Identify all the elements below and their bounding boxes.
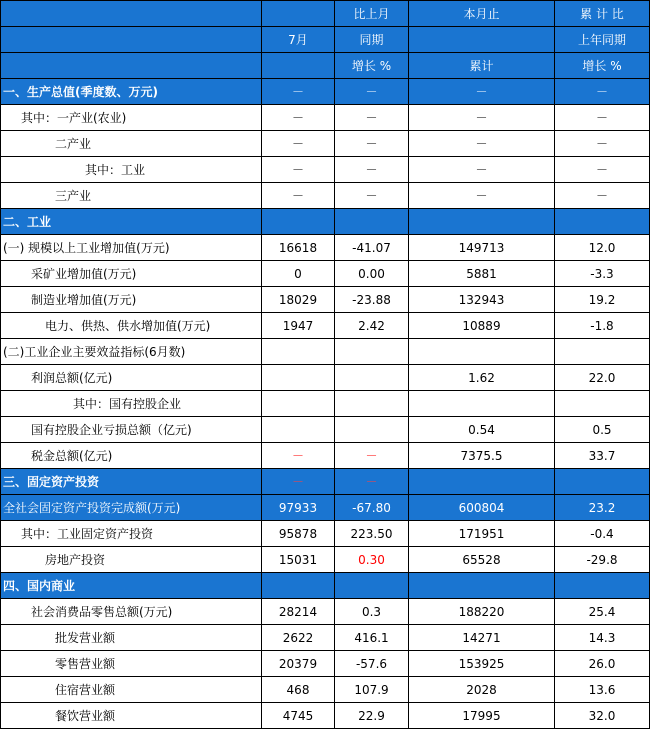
table-row	[1, 313, 650, 339]
value-cell	[409, 391, 555, 417]
value-cell: －	[555, 105, 650, 131]
value-cell: -57.6	[335, 651, 409, 677]
section-row	[1, 79, 650, 105]
header-row-2	[1, 27, 650, 53]
value-cell: －	[335, 105, 409, 131]
value-cell	[555, 391, 650, 417]
header-cell: 增长 %	[335, 53, 409, 79]
value-cell: 2622	[262, 625, 335, 651]
section-title: 一、生产总值(季度数、万元)	[1, 79, 262, 105]
value-cell: －	[262, 79, 335, 105]
row-label: 房地产投资	[1, 547, 262, 573]
header-cell: 比上月	[335, 1, 409, 27]
value-cell: 22.9	[335, 703, 409, 729]
table-row	[1, 417, 650, 443]
value-cell: 223.50	[335, 521, 409, 547]
value-cell: -0.4	[555, 521, 650, 547]
row-label: 利润总额(亿元)	[1, 365, 262, 391]
value-cell: －	[409, 105, 555, 131]
value-cell: 416.1	[335, 625, 409, 651]
table-row	[1, 599, 650, 625]
row-label: 批发营业额	[1, 625, 262, 651]
row-label: 其中：工业	[1, 157, 262, 183]
value-cell: －	[262, 443, 335, 469]
value-cell: －	[262, 131, 335, 157]
value-cell: －	[335, 79, 409, 105]
table-row	[1, 521, 650, 547]
value-cell: 22.0	[555, 365, 650, 391]
value-cell	[555, 573, 650, 599]
value-cell: －	[335, 443, 409, 469]
row-label: 税金总额(亿元)	[1, 443, 262, 469]
section-title: 三、固定资产投资	[1, 469, 262, 495]
table-row	[1, 703, 650, 729]
row-label: (二)工业企业主要效益指标(6月数)	[1, 339, 262, 365]
value-cell	[555, 469, 650, 495]
header-cell: 累 计 比	[555, 1, 650, 27]
value-cell: 5881	[409, 261, 555, 287]
value-cell	[262, 573, 335, 599]
value-cell: －	[555, 157, 650, 183]
row-label: 三产业	[1, 183, 262, 209]
value-cell: 32.0	[555, 703, 650, 729]
value-cell: 14271	[409, 625, 555, 651]
table-row	[1, 625, 650, 651]
value-cell: －	[335, 469, 409, 495]
value-cell: 171951	[409, 521, 555, 547]
table-row	[1, 339, 650, 365]
header-cell	[262, 1, 335, 27]
value-cell: 0.5	[555, 417, 650, 443]
value-cell	[409, 209, 555, 235]
table-row	[1, 547, 650, 573]
value-cell: 0.3	[335, 599, 409, 625]
table-row	[1, 261, 650, 287]
value-cell: 28214	[262, 599, 335, 625]
table-row	[1, 131, 650, 157]
value-cell	[262, 339, 335, 365]
value-cell: －	[409, 157, 555, 183]
value-cell: －	[409, 131, 555, 157]
value-cell: 2028	[409, 677, 555, 703]
row-label: 全社会固定资产投资完成额(万元)	[1, 495, 262, 521]
value-cell: －	[262, 469, 335, 495]
value-cell	[409, 339, 555, 365]
header-row-3	[1, 53, 650, 79]
value-cell: 0	[262, 261, 335, 287]
row-label: 制造业增加值(万元)	[1, 287, 262, 313]
value-cell: 19.2	[555, 287, 650, 313]
value-cell: 2.42	[335, 313, 409, 339]
header-row-1	[1, 1, 650, 27]
table-row	[1, 443, 650, 469]
header-cell	[1, 53, 262, 79]
table-row	[1, 677, 650, 703]
table-row	[1, 157, 650, 183]
value-cell: 132943	[409, 287, 555, 313]
value-cell: -41.07	[335, 235, 409, 261]
value-cell	[335, 391, 409, 417]
value-cell: 153925	[409, 651, 555, 677]
value-cell: 15031	[262, 547, 335, 573]
row-label: 电力、供热、供水增加值(万元)	[1, 313, 262, 339]
value-cell: －	[409, 183, 555, 209]
row-label: 国有控股企业亏损总额（亿元)	[1, 417, 262, 443]
value-cell	[262, 209, 335, 235]
value-cell: 468	[262, 677, 335, 703]
value-cell: 13.6	[555, 677, 650, 703]
row-label: (一) 规模以上工业增加值(万元)	[1, 235, 262, 261]
value-cell: 188220	[409, 599, 555, 625]
table-row	[1, 365, 650, 391]
value-cell: 4745	[262, 703, 335, 729]
value-cell: －	[335, 131, 409, 157]
table-row	[1, 495, 650, 521]
value-cell: －	[409, 79, 555, 105]
row-label: 二产业	[1, 131, 262, 157]
header-cell	[262, 53, 335, 79]
value-cell: 97933	[262, 495, 335, 521]
table-row	[1, 235, 650, 261]
value-cell: 600804	[409, 495, 555, 521]
value-cell: 0.30	[335, 547, 409, 573]
header-cell: 增长 %	[555, 53, 650, 79]
row-label: 住宿营业额	[1, 677, 262, 703]
value-cell: 0.54	[409, 417, 555, 443]
value-cell: －	[555, 131, 650, 157]
value-cell: －	[262, 105, 335, 131]
value-cell: 95878	[262, 521, 335, 547]
header-cell: 上年同期	[555, 27, 650, 53]
row-label: 餐饮营业额	[1, 703, 262, 729]
section-title: 二、工业	[1, 209, 262, 235]
value-cell: －	[262, 157, 335, 183]
value-cell	[335, 209, 409, 235]
header-cell: 累计	[409, 53, 555, 79]
value-cell: 12.0	[555, 235, 650, 261]
header-cell: 7月	[262, 27, 335, 53]
value-cell: -29.8	[555, 547, 650, 573]
table-row	[1, 287, 650, 313]
value-cell	[335, 365, 409, 391]
table-row	[1, 391, 650, 417]
row-label: 其中：一产业(农业)	[1, 105, 262, 131]
value-cell	[262, 417, 335, 443]
value-cell: 149713	[409, 235, 555, 261]
value-cell: －	[335, 183, 409, 209]
value-cell: －	[335, 157, 409, 183]
value-cell: 14.3	[555, 625, 650, 651]
value-cell	[409, 573, 555, 599]
value-cell: 7375.5	[409, 443, 555, 469]
header-cell	[1, 1, 262, 27]
section-row	[1, 469, 650, 495]
value-cell: 20379	[262, 651, 335, 677]
value-cell: 107.9	[335, 677, 409, 703]
value-cell: 10889	[409, 313, 555, 339]
table-row	[1, 105, 650, 131]
row-label: 社会消费品零售总额(万元)	[1, 599, 262, 625]
header-cell	[409, 27, 555, 53]
value-cell: －	[555, 183, 650, 209]
header-cell: 同期	[335, 27, 409, 53]
value-cell	[555, 339, 650, 365]
value-cell: -23.88	[335, 287, 409, 313]
row-label: 零售营业额	[1, 651, 262, 677]
value-cell	[262, 391, 335, 417]
value-cell: －	[262, 183, 335, 209]
header-cell	[1, 27, 262, 53]
value-cell	[335, 417, 409, 443]
value-cell: 18029	[262, 287, 335, 313]
value-cell	[262, 365, 335, 391]
value-cell: 16618	[262, 235, 335, 261]
value-cell: 17995	[409, 703, 555, 729]
value-cell: 33.7	[555, 443, 650, 469]
section-title: 四、国内商业	[1, 573, 262, 599]
header-cell: 本月止	[409, 1, 555, 27]
value-cell: 1.62	[409, 365, 555, 391]
row-label: 其中：工业固定资产投资	[1, 521, 262, 547]
value-cell: -1.8	[555, 313, 650, 339]
value-cell	[335, 339, 409, 365]
section-row	[1, 209, 650, 235]
value-cell: -3.3	[555, 261, 650, 287]
value-cell: －	[555, 79, 650, 105]
row-label: 其中：国有控股企业	[1, 391, 262, 417]
table-row	[1, 651, 650, 677]
value-cell	[335, 573, 409, 599]
value-cell: 0.00	[335, 261, 409, 287]
value-cell: 25.4	[555, 599, 650, 625]
value-cell	[555, 209, 650, 235]
value-cell: -67.80	[335, 495, 409, 521]
value-cell	[409, 469, 555, 495]
value-cell: 26.0	[555, 651, 650, 677]
value-cell: 23.2	[555, 495, 650, 521]
row-label: 采矿业增加值(万元)	[1, 261, 262, 287]
value-cell: 1947	[262, 313, 335, 339]
value-cell: 65528	[409, 547, 555, 573]
table-row	[1, 183, 650, 209]
section-row	[1, 573, 650, 599]
